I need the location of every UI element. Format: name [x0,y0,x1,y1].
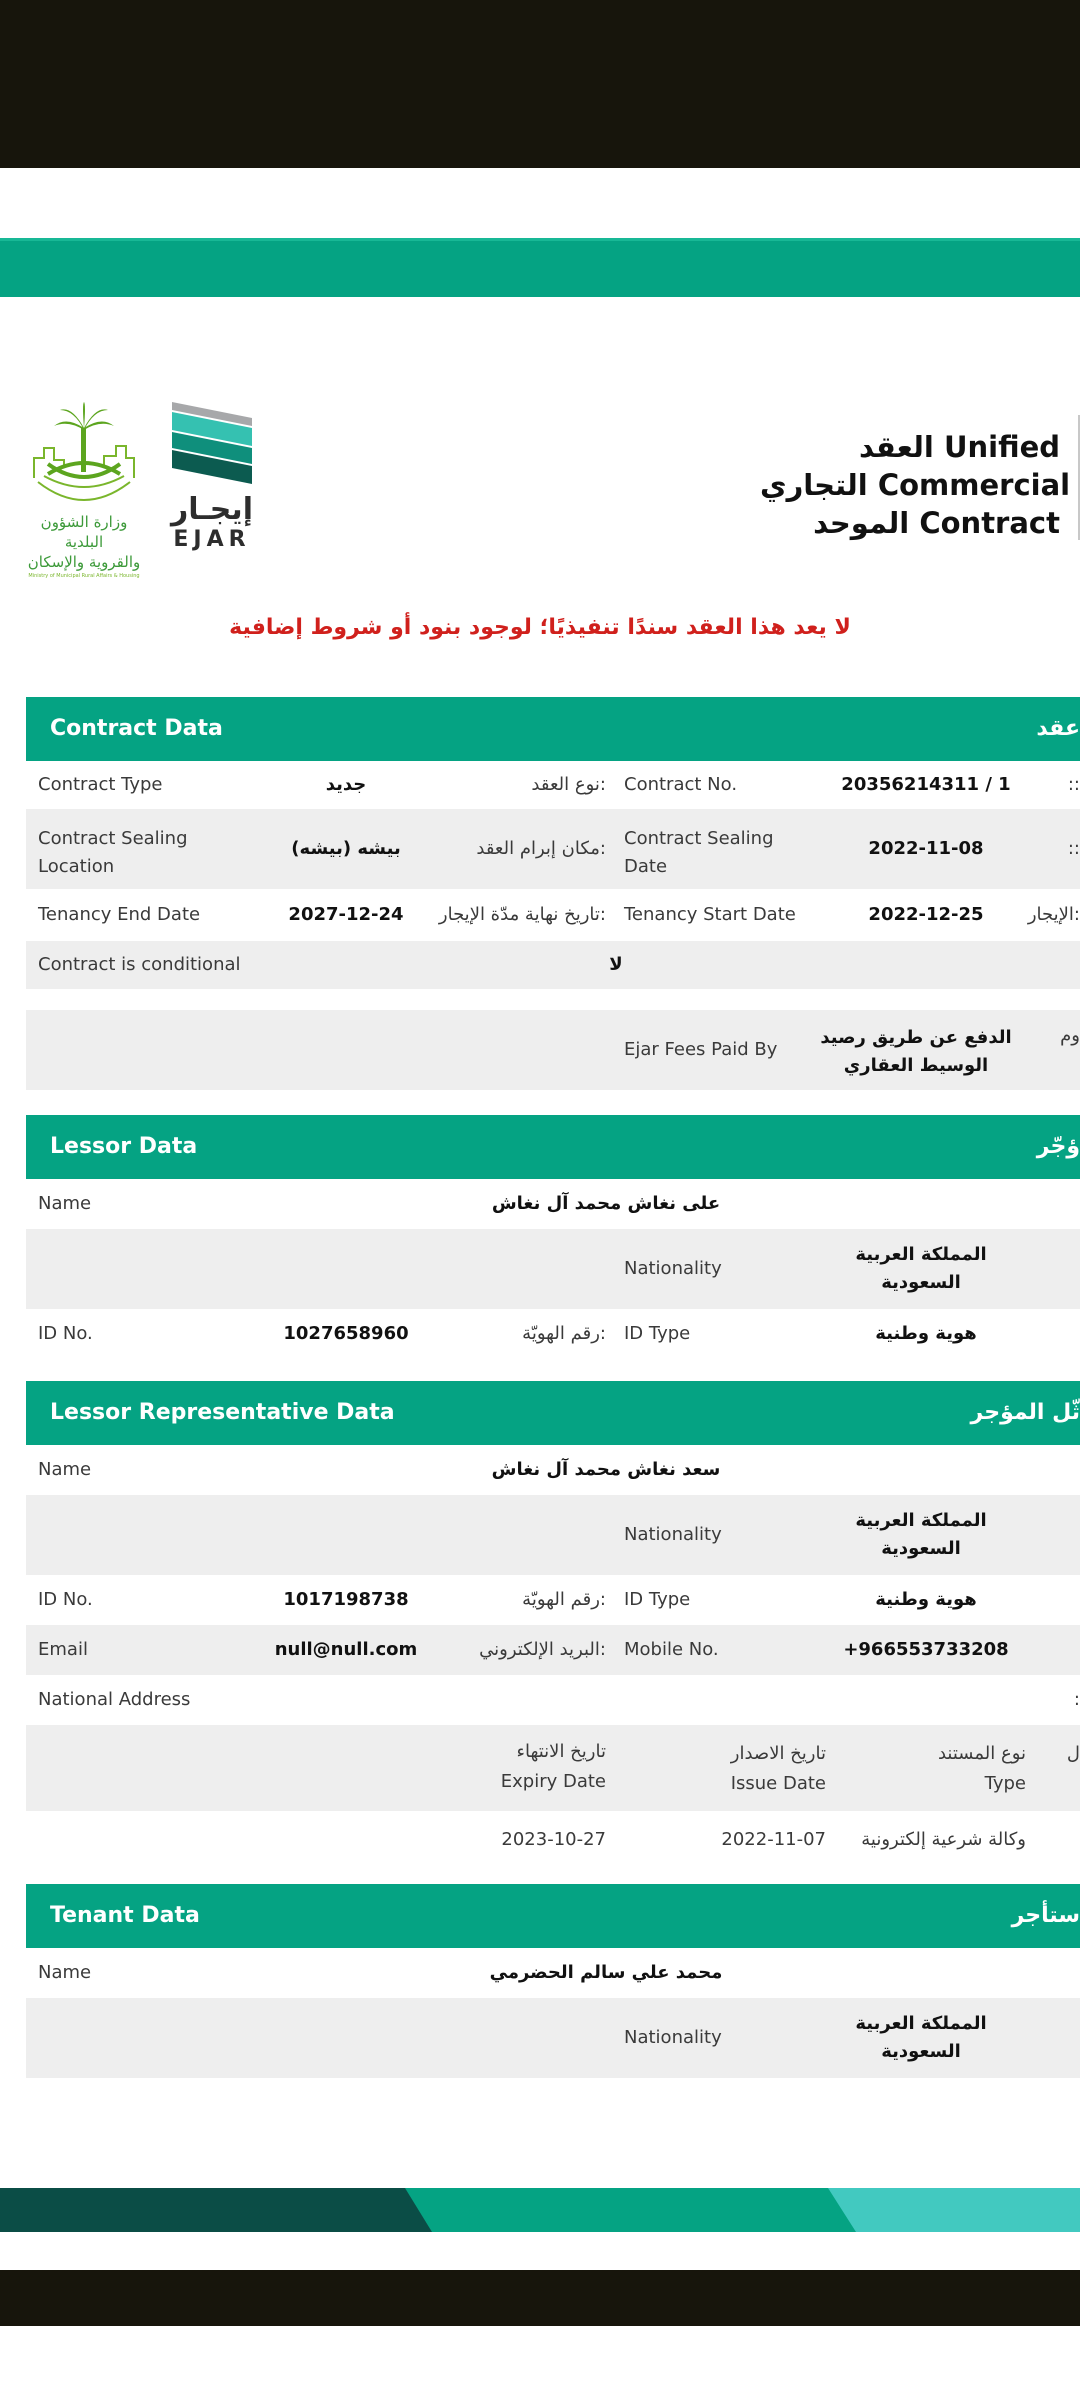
ejar-logo-en: EJAR [173,527,251,552]
tenancy-start-value: 2022-12-25 [868,904,984,925]
doc-expiry-col-en: Expiry Date [500,1771,606,1792]
ejar-logo [166,402,258,552]
rep-row-name [26,1445,1080,1495]
rep-name-value: سعد نغاش محمد آل نغاش [491,1459,721,1480]
bottom-dark-bar [0,2270,1080,2326]
doc-issue-col-ar: تاريخ الاصدار [730,1743,826,1764]
tenant-data-title: Tenant Data [50,1903,200,1928]
tenant-data-title-ar: ستأجر [1011,1903,1080,1928]
header-green-stripe [0,238,1080,297]
tenancy-end-label: Tenancy End Date [38,904,201,925]
rep-email-label: Email [38,1639,88,1660]
contract-row-type [26,761,1080,809]
rep-mobile-label: Mobile No. [624,1639,719,1660]
contract-no-value: 20356214311 / 1 [841,774,1011,795]
contract-row-fees [26,1010,1080,1090]
contract-row-tenancy [26,889,1080,941]
tenant-data-header [26,1884,1080,1948]
title-line-1: العقد Unified [859,430,1060,464]
rep-row-nationality [26,1495,1080,1575]
contract-type-label-ar: نوع العقد: [531,774,606,795]
rep-row-id [26,1575,1080,1625]
rep-row-address [26,1675,1080,1725]
lessor-id-type-value: هوية وطنية [875,1323,977,1344]
rep-id-label: ID No. [38,1589,93,1610]
tenancy-start-label: Tenancy Start Date [624,904,796,925]
tenancy-end-label-ar: تاريخ نهاية مدّة الإيجار: [438,904,606,925]
contract-row-sealing [26,809,1080,889]
lessor-id-label: ID No. [38,1323,93,1344]
doc-expiry-col-ar: تاريخ الانتهاء [516,1741,606,1762]
ejar-chevrons-icon [166,402,258,490]
doc-issue-value: 2022-11-07 [721,1829,826,1850]
contract-data-title: Contract Data [50,716,223,741]
sealing-location-label-ar: مكان إبرام العقد: [476,838,606,859]
tenancy-end-value: 2027-12-24 [288,904,404,925]
lessor-row-name [26,1179,1080,1229]
doc-col-edge: ل [1066,1743,1080,1764]
conditional-value: لا [609,954,623,975]
rep-email-value: null@null.com [274,1639,418,1660]
rep-nationality-value: المملكة العربية السعودية [855,1510,987,1559]
tenant-row-nationality [26,1998,1080,2078]
ejar-fees-label-ar: وم [1060,1025,1080,1046]
rep-name-label: Name [38,1459,92,1480]
contract-row-conditional [26,941,1080,989]
rep-id-label-ar: رقم الهويّة: [522,1589,606,1610]
ejar-fees-value: الدفع عن طريق رصيد الوسيط العقاري [820,1027,1012,1076]
rep-mobile-value: +966553733208 [843,1639,1009,1660]
tenant-row-name [26,1948,1080,1998]
representative-data-title: Lessor Representative Data [50,1400,395,1425]
contract-no-label-ar: :: [1067,774,1080,795]
lessor-row-nationality [26,1229,1080,1309]
rep-address-label: National Address [38,1689,191,1710]
contract-type-value: جديد [325,774,367,795]
document-title [760,428,1071,542]
lessor-data-title: Lessor Data [50,1134,198,1159]
sealing-location-value: (بيشه (بيشه [291,838,401,859]
sealing-date-value: 2022-11-08 [868,838,984,859]
lessor-nationality-label: Nationality [624,1258,722,1279]
ministry-logo-line-1: وزارة الشؤون البلدية [40,513,128,551]
conditional-label: Contract is conditional [38,954,241,975]
title-line-2: التجاري Commercial [760,468,1071,502]
lessor-id-value: 1027658960 [283,1323,409,1344]
rep-doc-header-row [26,1725,1080,1811]
doc-expiry-value: 2023-10-27 [501,1829,606,1850]
rep-row-contact [26,1625,1080,1675]
tenancy-start-label-ar: الإيجار: [1027,904,1080,925]
lessor-id-type-label: ID Type [624,1323,691,1344]
footer-color-band [0,2188,1080,2232]
doc-type-col-ar: نوع المستند [937,1743,1026,1764]
contract-type-label: Contract Type [38,774,163,795]
sealing-location-label: Contract Sealing Location [38,828,188,877]
palm-swords-emblem-icon [24,398,144,508]
sealing-date-label-ar: :: [1067,838,1080,859]
non-executable-warning: لا يعد هذا العقد سندًا تنفيذيًا؛ لوجود بنود أو شروط إضافية [229,615,851,640]
ejar-fees-label: Ejar Fees Paid By [624,1039,778,1060]
rep-email-label-ar: البريد الإلكتروني: [479,1639,606,1660]
lessor-data-header [26,1115,1080,1179]
tenant-name-value: محمد علي سالم الحضرمي [489,1962,723,1983]
lessor-data-title-ar: ؤجّر [1036,1134,1080,1159]
contract-no-label: Contract No. [624,774,738,795]
rep-address-label-ar: : [1073,1689,1080,1710]
ejar-logo-ar: إيجـار [171,492,253,527]
contract-data-title-ar: عقد [1036,716,1080,741]
lessor-id-label-ar: رقم الهويّة: [522,1323,606,1344]
doc-issue-col-en: Issue Date [730,1773,826,1794]
tenant-nationality-label: Nationality [624,2027,722,2048]
doc-type-value: وكالة شرعية إلكترونية [861,1829,1026,1850]
rep-id-value: 1017198738 [283,1589,409,1610]
top-dark-bar [0,0,1080,168]
representative-data-title-ar: ثّل المؤجر [970,1400,1080,1425]
lessor-row-id [26,1309,1080,1359]
ministry-logo [24,398,144,579]
tenant-nationality-value: المملكة العربية السعودية [855,2013,987,2062]
representative-data-header [26,1381,1080,1445]
doc-type-col-en: Type [984,1773,1026,1794]
tenant-name-label: Name [38,1962,92,1983]
lessor-name-label: Name [38,1193,92,1214]
ministry-logo-line-2: والقروية والإسكان [27,553,141,571]
rep-doc-row [26,1811,1080,1869]
sealing-date-label: Contract Sealing Date [624,828,774,877]
lessor-name-value: على نغاش محمد آل نغاش [491,1193,721,1214]
rep-nationality-label: Nationality [624,1524,722,1545]
contract-data-header [26,697,1080,761]
ministry-logo-en: Ministry of Municipal Rural Affairs & Housing [28,573,140,579]
lessor-nationality-value: المملكة العربية السعودية [855,1244,987,1293]
title-line-3: الموحد Contract [813,506,1060,540]
rep-id-type-value: هوية وطنية [875,1589,977,1610]
rep-id-type-label: ID Type [624,1589,691,1610]
